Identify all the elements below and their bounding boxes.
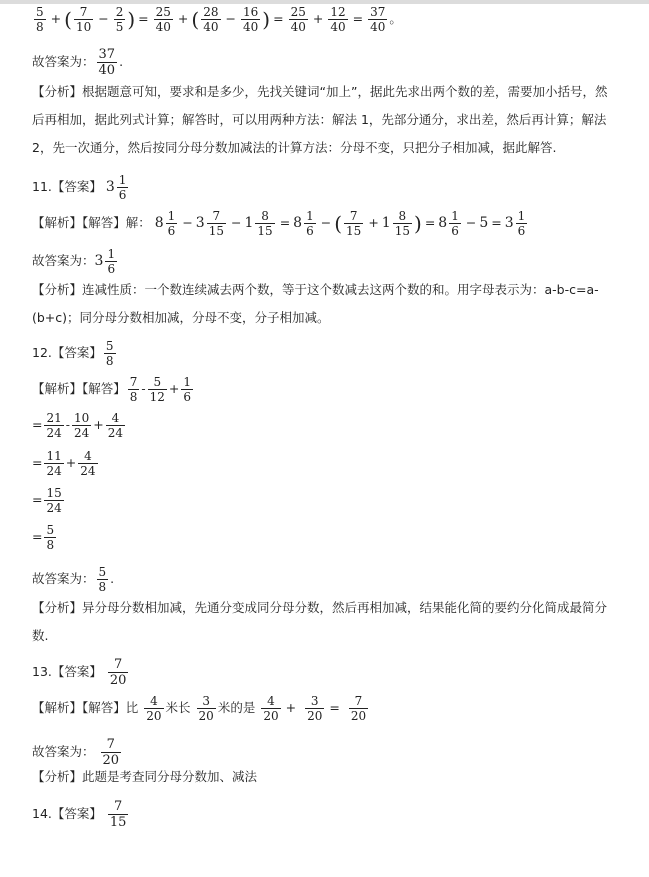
fraction: $\frac{2}{5}$ bbox=[115, 5, 124, 34]
q11-answer-line: 11.【答案】 3 $\frac{1}{6}$ bbox=[32, 173, 127, 202]
q14-answer-line: 14.【答案】 $\frac{7}{15}$ bbox=[32, 799, 127, 830]
fraction: $\frac{5}{8}$ bbox=[105, 339, 114, 368]
fraction: $\frac{25}{40}$ bbox=[155, 5, 171, 34]
fraction: $\frac{12}{40}$ bbox=[330, 5, 346, 34]
q11-answer-repeat: 故答案为：3 $\frac{1}{6}$ bbox=[32, 247, 116, 276]
q12-solution-line-3: = $\frac{11}{24}$ + $\frac{4}{24}$ bbox=[32, 449, 96, 478]
q12-analysis: 【分析】异分母分数相加减，先通分变成同分母分数，然后再相加减，结果能化简的要约分化简成最简分数. bbox=[32, 600, 608, 643]
fraction: $\frac{1}{6}$ bbox=[517, 209, 526, 238]
fraction: $\frac{16}{40}$ bbox=[242, 5, 259, 34]
fraction: $\frac{7}{20}$ bbox=[109, 657, 127, 688]
fraction: $\frac{3}{20}$ bbox=[307, 694, 323, 723]
fraction: $\frac{15}{24}$ bbox=[46, 486, 62, 515]
fraction: $\frac{5}{12}$ bbox=[149, 375, 165, 404]
q13-answer-repeat: 故答案为： $\frac{7}{20}$ bbox=[32, 737, 120, 768]
fraction: $\frac{7}{15}$ bbox=[346, 209, 362, 238]
q12-answer-line: 12.【答案】 $\frac{5}{8}$ bbox=[32, 339, 114, 368]
fraction: $\frac{8}{15}$ bbox=[257, 209, 273, 238]
fraction: $\frac{5}{8}$ bbox=[46, 523, 55, 552]
fraction: $\frac{5}{8}$ bbox=[36, 5, 44, 34]
q13-solution: 【解析】【解答】比 $\frac{4}{20}$ 米长 $\frac{3}{20}$ 米的是 $\frac{4}{20}$ + $\frac{3}{20}$ = $\frac{7}{20}$ bbox=[32, 694, 367, 723]
top-border bbox=[0, 0, 649, 4]
fraction: $\frac{1}{6}$ bbox=[306, 209, 314, 238]
fraction: $\frac{4}{20}$ bbox=[146, 694, 162, 723]
fraction: $\frac{4}{20}$ bbox=[263, 694, 279, 723]
q10-equation: $\frac{5}{8}$ + ( $\frac{7}{10}$ − $\frac{2}{5}$ ) = $\frac{25}{40}$ + ( $\frac{28}{40}$ − $\frac{16}{40}$ ) = $\frac{25}{40}$ + $\frac{12}{40}$ = $\frac{37}{40}$ 。 bbox=[36, 5, 402, 34]
fraction: $\frac{10}{24}$ bbox=[74, 411, 90, 440]
q10-analysis: 【分析】根据题意可知，要求和是多少，先找关键词“加上”，据此先求出两个数的差，需要加小括号，然后再相加，据此列式计算；解答时，可以用两种方法：解法 1，先部分通分，求出差，然后再计算；解法 2，先一次通分，然后按同分母分数加减法的计算方法：分母不变，只把分子相加减，据此解答. bbox=[32, 84, 608, 155]
fraction: $\frac{7}{20}$ bbox=[102, 737, 120, 768]
fraction: $\frac{7}{15}$ bbox=[109, 799, 127, 830]
fraction: $\frac{7}{20}$ bbox=[350, 694, 367, 723]
fraction: $\frac{5}{8}$ bbox=[98, 565, 107, 594]
fraction: $\frac{7}{10}$ bbox=[75, 5, 92, 34]
fraction: $\frac{28}{40}$ bbox=[203, 5, 219, 34]
q12-solution-line-2: = $\frac{21}{24}$ - $\frac{10}{24}$ + $\frac{4}{24}$ bbox=[32, 411, 124, 440]
fraction: $\frac{7}{15}$ bbox=[208, 209, 224, 238]
fraction: $\frac{37}{40}$ bbox=[98, 47, 116, 78]
fraction: $\frac{1}{6}$ bbox=[118, 173, 127, 202]
q12-solution-line-4: = $\frac{15}{24}$ bbox=[32, 486, 62, 515]
fraction: $\frac{7}{8}$ bbox=[129, 375, 138, 404]
fraction: $\frac{4}{24}$ bbox=[80, 449, 96, 478]
fraction: $\frac{4}{24}$ bbox=[107, 411, 124, 440]
fraction: $\frac{1}{6}$ bbox=[183, 375, 192, 404]
fraction: $\frac{3}{20}$ bbox=[198, 694, 214, 723]
fraction: $\frac{1}{6}$ bbox=[107, 247, 116, 276]
q12-solution-line-5: = $\frac{5}{8}$ bbox=[32, 523, 55, 552]
q11-analysis: 【分析】连减性质：一个数连续减去两个数，等于这个数减去这两个数的和。用字母表示为：a-b-c=a-(b+c)；同分母分数相加减，分母不变，分子相加减。 bbox=[32, 282, 599, 325]
q10-answer-line: 故答案为： $\frac{37}{40}$ . bbox=[32, 47, 124, 78]
q11-solution: 【解析】【解答】解： 8 $\frac{1}{6}$ − 3 $\frac{7}{15}$ − 1 $\frac{8}{15}$ = 8 $\frac{1}{6}$ − ( $\frac{7}{15}$ + 1 $\frac{8}{15}$ ) = 8 $\frac{1}{6}$ − 5 = 3 $\frac{1}{6}$ bbox=[32, 209, 526, 238]
fraction: $\frac{25}{40}$ bbox=[290, 5, 306, 34]
q12-answer-repeat: 故答案为： $\frac{5}{8}$ . bbox=[32, 565, 115, 594]
fraction: $\frac{11}{24}$ bbox=[46, 449, 62, 478]
fraction: $\frac{1}{6}$ bbox=[167, 209, 176, 238]
fraction: $\frac{37}{40}$ bbox=[370, 5, 386, 34]
fraction: $\frac{1}{6}$ bbox=[451, 209, 459, 238]
q13-answer-line: 13.【答案】 $\frac{7}{20}$ bbox=[32, 657, 127, 688]
fraction: $\frac{8}{15}$ bbox=[394, 209, 410, 238]
q12-solution-line-1: 【解析】【解答】 $\frac{7}{8}$ - $\frac{5}{12}$ + $\frac{1}{6}$ bbox=[32, 375, 192, 404]
fraction: $\frac{21}{24}$ bbox=[46, 411, 62, 440]
q13-analysis: 【分析】此题是考查同分母分数加、减法 bbox=[32, 769, 258, 784]
